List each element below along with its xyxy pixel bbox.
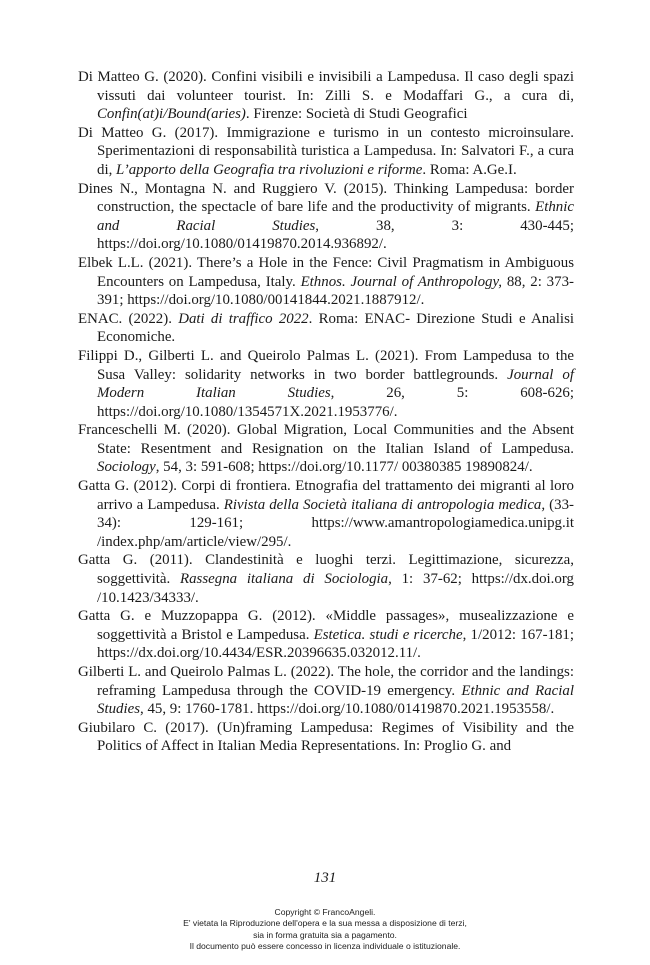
reference-text: . Roma: A.Ge.I. — [422, 161, 517, 178]
reference-entry — [78, 607, 574, 663]
reference-entry — [78, 421, 574, 477]
reference-list — [78, 68, 574, 756]
reference-text: , 1: 37-62; https://dx.doi.org /10.1423/34333/. — [97, 571, 574, 606]
reference-text: . Roma: ENAC- Direzione Studi e Analisi Economiche. — [97, 310, 574, 346]
reference-title: Ethnic and Racial Studies — [97, 199, 574, 234]
reference-text: 88, 2: 373-391; https://doi.org/10.1080/00141844.2021.1887912/. — [97, 273, 574, 309]
footer-line: sia in forma gratuita sia a pagamento. — [253, 929, 397, 940]
reference-title: Ethnic and Racial Studies — [97, 682, 574, 718]
reference-text: Gatta G. (2012). Corpi di frontiera. Etnografia del trattamento dei migranti al loro arrivo a Lampedusa. — [78, 478, 574, 513]
reference-title: Ethnos. Journal of Anthropology, — [300, 273, 503, 290]
reference-text: , 1/2012: 167-181; https://dx.doi.org/10.4434/ESR.20396635.032012.11/. — [97, 626, 575, 662]
reference-text: Di Matteo G. (2017). Immigrazione e turismo in un contesto microinsulare. Sperimentazioni di responsabilità turistica a Lampedusa. In: Salvatori F., a cura di, — [78, 124, 574, 178]
reference-text: . Firenze: Società di Studi Geografici — [245, 106, 468, 123]
reference-entry — [78, 477, 574, 551]
reference-entry — [78, 68, 574, 124]
reference-text: , 45, 9: 1760-1781. https://doi.org/10.1080/01419870.2021.1953558/. — [140, 701, 555, 718]
reference-text: Giubilaro C. (2017). (Un)framing Lampedusa: Regimes of Visibility and the Politics of Affect in Italian Media Representations. In: Proglio G. and — [78, 719, 574, 755]
reference-text: Franceschelli M. (2020). Global Migration, Local Communities and the Absent State: Resentment and Resignation on the Italian Island of Lampedusa. — [78, 422, 574, 457]
reference-entry — [78, 719, 574, 756]
reference-text: Elbek L.L. (2021). There’s a Hole in the Fence: Civil Pragmatism in Ambiguous Encounters on Lampedusa, Italy. — [78, 254, 574, 290]
footer-line: Copyright © FrancoAngeli. — [274, 907, 376, 917]
reference-entry — [78, 180, 574, 254]
reference-title: Estetica. studi e ricerche — [313, 626, 463, 643]
reference-text: Gilberti L. and Queirolo Palmas L. (2022). The hole, the corridor and the landings: reframing Lampedusa through the COVID-19 emergency. — [78, 664, 574, 699]
reference-entry — [78, 663, 574, 719]
reference-entry — [78, 347, 574, 421]
reference-text: ENAC. (2022). — [78, 310, 179, 327]
reference-text: , 38, 3: 430-445; https://doi.org/10.1080/01419870.2014.936892/. — [97, 217, 575, 253]
footer-line: E' vietata la Riproduzione dell'opera e la sua messa a disposizione di terzi, — [183, 918, 467, 929]
reference-text: (33-34): 129-161; https://www.amantropologiamedica.unipg.it /index.php/am/article/view/295/. — [97, 496, 574, 550]
reference-text: Gatta G. (2011). Clandestinità e luoghi terzi. Legittimazione, sicurezza, soggettività. — [78, 552, 574, 588]
footer-line: Il documento può essere concesso in licenza individuale o istituzionale. — [189, 941, 461, 952]
reference-title: Rassegna italiana di Sociologia — [180, 571, 389, 588]
reference-title: Confin(at)i/Bound(aries) — [97, 106, 246, 123]
reference-title: Sociology — [97, 459, 156, 476]
reference-title: Dati di traffico 2022 — [178, 310, 309, 327]
copyright-footer — [0, 907, 650, 953]
reference-text: Di Matteo G. (2020). Confini visibili e invisibili a Lampedusa. Il caso degli spazi vissuti dai volunteer tourist. In: Zilli S. e Modaffari G., a cura di, — [78, 69, 574, 104]
reference-entry — [78, 124, 574, 180]
reference-text: Gatta G. e Muzzopappa G. (2012). «Middle passages», musealizzazione e soggettività a Bristol e Lampedusa. — [78, 608, 574, 643]
reference-text: , 26, 5: 608-626; https://doi.org/10.1080/1354571X.2021.1953776/. — [97, 385, 574, 420]
reference-entry — [78, 310, 574, 347]
reference-text: Dines N., Montagna N. and Ruggiero V. (2015). Thinking Lampedusa: border construction, the spectacle of bare life and the productivity of migrants. — [78, 180, 574, 216]
reference-title: Rivista della Società italiana di antropologia medica, — [223, 496, 546, 513]
page-number: 131 — [313, 870, 337, 886]
reference-title: L’apporto della Geografia tra rivoluzioni e riforme — [116, 161, 423, 178]
reference-text: , 54, 3: 591-608; https://doi.org/10.1177/ 00380385 19890824/. — [155, 459, 533, 476]
reference-text: Filippi D., Gilberti L. and Queirolo Palmas L. (2021). From Lampedusa to the Susa Valley: solidarity networks in two border battlegrounds. — [78, 347, 574, 383]
reference-title: Journal of Modern Italian Studies — [97, 366, 574, 402]
reference-entry — [78, 254, 574, 310]
reference-entry — [78, 551, 574, 607]
